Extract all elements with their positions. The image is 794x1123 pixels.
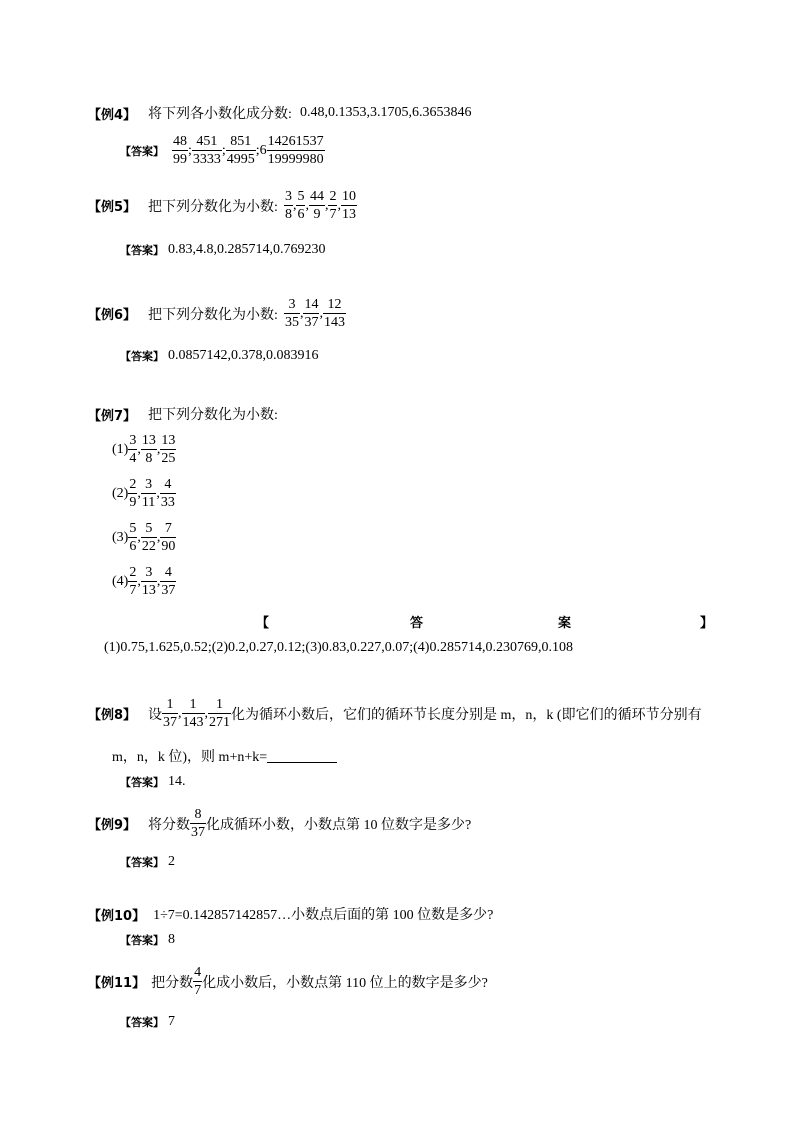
fraction: $\frac{14}{37}$ bbox=[304, 297, 319, 330]
fraction: $\frac{7}{90}$ bbox=[161, 521, 176, 554]
example-5-tag: 【例5】 bbox=[88, 200, 137, 215]
example-9-tag: 【例9】 bbox=[88, 818, 137, 833]
example-4-decimals: 0.48,0.1353,3.1705,6.3653846 bbox=[299, 105, 472, 120]
example-6-prompt: 把下列分数化为小数: bbox=[148, 307, 278, 323]
fraction: $\frac{851}{4995}$ bbox=[226, 134, 255, 167]
example-7-group-4: (4) $\frac{2}{7}$ , $\frac{3}{13}$ , $\frac{4}{37}$ bbox=[112, 565, 176, 598]
example-11-question bbox=[88, 964, 488, 999]
fraction: $\frac{12}{143}$ bbox=[323, 297, 345, 330]
example-8-pre: 设 bbox=[148, 707, 163, 723]
example-4-answer-tag: 【答案】 bbox=[120, 144, 164, 158]
example-5-answer-text: 0.83,4.8,0.285714,0.769230 bbox=[168, 242, 326, 257]
example-10-answer-tag: 【答案】 bbox=[120, 934, 164, 947]
example-11-answer bbox=[120, 1014, 175, 1030]
example-10-tag: 【例10】 bbox=[88, 908, 146, 924]
example-9-answer-tag: 【答案】 bbox=[120, 856, 164, 869]
example-4-tag: 【例4】 bbox=[88, 107, 137, 123]
example-11-tag: 【例11】 bbox=[88, 976, 146, 991]
example-7-prompt: 把下列分数化为小数: bbox=[148, 408, 278, 423]
example-8-question: 【例8】 设 $\frac{1}{37}$ , $\frac{1}{143}$ , $\frac{1}{271}$ 化为循环小数后，它们的循环节长度分别是 m，n，k (即它们的循环节分别有 bbox=[88, 697, 702, 730]
fraction: $\frac{4}{37}$ bbox=[161, 565, 176, 598]
example-7-group-3: (3) $\frac{5}{6}$ , $\frac{5}{22}$ , $\frac{7}{90}$ bbox=[112, 521, 176, 554]
example-9-post: 化成循环小数，小数点第 10 位数字是多少? bbox=[206, 817, 472, 833]
fraction: $\frac{3}{11}$ bbox=[141, 477, 156, 510]
example-8-line2 bbox=[112, 746, 337, 766]
fraction: $\frac{4}{33}$ bbox=[160, 477, 175, 510]
example-5-prompt: 把下列分数化为小数: bbox=[148, 199, 278, 215]
fraction: $\frac{5}{22}$ bbox=[141, 521, 156, 554]
group-label: (4) bbox=[112, 573, 129, 589]
example-11-answer-tag: 【答案】 bbox=[120, 1016, 164, 1029]
fraction: $\frac{10}{13}$ bbox=[341, 189, 356, 222]
example-10-question bbox=[88, 904, 493, 924]
example-7-question bbox=[88, 404, 278, 424]
fraction: $\frac{3}{35}$ bbox=[284, 297, 299, 330]
fraction: $\frac{48}{99}$ bbox=[173, 134, 187, 167]
fraction: $\frac{3}{8}$ bbox=[284, 189, 292, 222]
example-6-tag: 【例6】 bbox=[88, 308, 137, 323]
example-11-pre: 把分数 bbox=[151, 975, 194, 991]
example-5-answer bbox=[120, 242, 326, 258]
fraction: $\frac{1}{143}$ bbox=[182, 697, 204, 730]
example-8-line1-rest: 化为循环小数后，它们的循环节长度分别是 m，n，k (即它们的循环节分别有 bbox=[231, 707, 702, 723]
fraction: $\frac{13}{25}$ bbox=[161, 433, 176, 466]
example-6-answer bbox=[120, 348, 319, 364]
fraction: $\frac{1}{271}$ bbox=[209, 697, 231, 730]
example-7-answer-char-1: 答 bbox=[410, 616, 424, 631]
fraction: $\frac{4}{7}$ bbox=[194, 965, 202, 998]
example-9-answer-text: 2 bbox=[168, 854, 175, 869]
example-7-group-1: (1) $\frac{3}{4}$ , $\frac{13}{8}$ , $\frac{13}{25}$ bbox=[112, 433, 176, 466]
example-9-answer bbox=[120, 854, 175, 870]
example-11-answer-text: 7 bbox=[168, 1014, 175, 1029]
example-5-question: 【例5】 把下列分数化为小数: $\frac{3}{8}$ , $\frac{5}{6}$ , $\frac{44}{9}$ , $\frac{2}{7}$ , $\frac{10}{13}$ bbox=[88, 189, 356, 222]
example-9-question bbox=[88, 806, 471, 841]
fraction: $\frac{1}{37}$ bbox=[163, 697, 178, 730]
fraction: $\frac{5}{6}$ bbox=[297, 189, 305, 222]
example-7-tag: 【例7】 bbox=[88, 408, 137, 424]
answer-blank bbox=[267, 750, 337, 763]
example-10-answer-text: 8 bbox=[168, 932, 175, 947]
group-label: (2) bbox=[112, 485, 129, 501]
example-7-answer-char-2: 案 bbox=[558, 616, 572, 631]
example-8-answer-tag: 【答案】 bbox=[120, 776, 164, 789]
fraction: $\frac{44}{9}$ bbox=[309, 189, 324, 222]
example-10-answer bbox=[120, 932, 175, 948]
example-11-post: 化成小数后，小数点第 110 位上的数字是多少? bbox=[202, 975, 488, 991]
example-7-answer-text: (1)0.75,1.625,0.52;(2)0.2,0.27,0.12;(3)0.83,0.227,0.07;(4)0.285714,0.230769,0.108 bbox=[104, 640, 573, 655]
fraction: $\frac{2}{7}$ bbox=[129, 565, 137, 598]
example-4-answer: 【答案】 $\frac{48}{99}$ ; $\frac{451}{3333}$ ; $\frac{851}{4995}$ ; 6 $\frac{14261537}{19999980}$ bbox=[120, 134, 324, 167]
example-10-text: 1÷7=0.142857142857…小数点后面的第 100 位数是多少? bbox=[153, 908, 494, 923]
example-5-answer-tag: 【答案】 bbox=[120, 244, 164, 257]
example-7-answer-open-bracket: 【 bbox=[256, 616, 270, 631]
example-9-pre: 将分数 bbox=[148, 817, 191, 833]
example-8-line2-text: m，n，k 位)，则 m+n+k= bbox=[112, 750, 268, 765]
fraction: $\frac{8}{37}$ bbox=[191, 807, 206, 840]
fraction: $\frac{2}{9}$ bbox=[129, 477, 137, 510]
fraction: $\frac{3}{13}$ bbox=[141, 565, 156, 598]
fraction: $\frac{3}{4}$ bbox=[129, 433, 137, 466]
fraction: $\frac{2}{7}$ bbox=[329, 189, 337, 222]
example-8-answer-text: 14. bbox=[168, 774, 186, 789]
example-6-answer-text: 0.0857142,0.378,0.083916 bbox=[168, 348, 319, 363]
example-4-prompt: 将下列各小数化成分数: bbox=[148, 107, 292, 122]
example-4-question bbox=[88, 103, 471, 123]
example-6-answer-tag: 【答案】 bbox=[120, 350, 164, 363]
example-6-question: 【例6】 把下列分数化为小数: $\frac{3}{35}$ , $\frac{14}{37}$ , $\frac{12}{143}$ bbox=[88, 297, 345, 330]
fraction: $\frac{451}{3333}$ bbox=[192, 134, 221, 167]
fraction: $\frac{5}{6}$ bbox=[129, 521, 137, 554]
group-label: (3) bbox=[112, 529, 129, 545]
mixed-number-whole: 6 bbox=[259, 142, 267, 158]
example-8-tag: 【例8】 bbox=[88, 708, 137, 723]
example-8-answer bbox=[120, 774, 186, 790]
group-label: (1) bbox=[112, 441, 129, 457]
example-7-group-2: (2) $\frac{2}{9}$ , $\frac{3}{11}$ , $\frac{4}{33}$ bbox=[112, 477, 175, 510]
fraction: $\frac{14261537}{19999980}$ bbox=[267, 134, 324, 167]
fraction: $\frac{13}{8}$ bbox=[141, 433, 156, 466]
example-7-answer-close-bracket: 】 bbox=[700, 616, 714, 631]
